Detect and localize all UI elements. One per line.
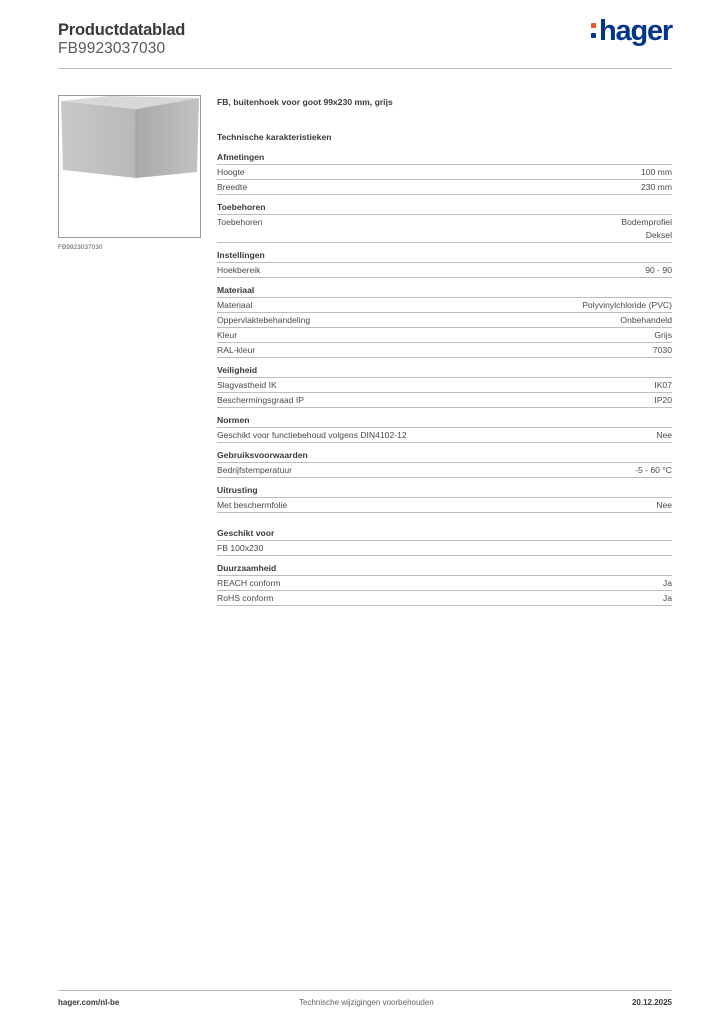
spec-row: [217, 215, 672, 243]
spec-row: [217, 498, 672, 513]
section-title: Afmetingen: [217, 151, 672, 165]
document-title: Productdatablad: [58, 21, 186, 39]
spec-value-line: Polyvinylchloride (PVC): [582, 300, 672, 310]
spec-section: [217, 364, 672, 408]
spec-value: [620, 314, 672, 327]
page-header: [58, 15, 672, 68]
spec-value: [654, 379, 672, 392]
spec-value-line: 7030: [652, 345, 672, 355]
spec-section: [217, 151, 672, 195]
spec-value: [635, 464, 672, 477]
image-caption: FB9923037030: [58, 244, 103, 251]
spec-row: [217, 298, 672, 313]
spec-label: Breedte: [217, 182, 248, 192]
page-footer: [58, 998, 672, 1010]
spec-section: [217, 284, 672, 358]
spec-value-line: IP20: [654, 395, 672, 405]
spec-value: [653, 344, 672, 357]
section-title: Duurzaamheid: [217, 562, 672, 576]
spec-value: [621, 216, 672, 242]
spec-value-line: 100 mm: [640, 167, 672, 177]
spec-label: Slagvastheid IK: [217, 380, 277, 390]
spec-label: Kleur: [217, 330, 238, 340]
spec-section: [217, 449, 672, 478]
section-title: Gebruiksvoorwaarden: [217, 449, 672, 463]
outer-corner-product-icon: [59, 96, 200, 237]
spec-value-line: Deksel: [645, 230, 672, 240]
section-title: Materiaal: [217, 284, 672, 298]
spec-value-line: IK07: [654, 380, 672, 390]
footer-date: 20.12.2025: [631, 998, 672, 1007]
section-title: Toebehoren: [217, 201, 672, 215]
spec-section: [217, 562, 672, 606]
hager-logo: [591, 17, 672, 46]
spec-value: [656, 499, 672, 512]
spec-row: [217, 463, 672, 478]
spec-value: [641, 181, 672, 194]
spec-value: [654, 329, 672, 342]
spec-label: Toebehoren: [217, 217, 263, 227]
spec-row: [217, 393, 672, 408]
spec-value-line: Grijs: [654, 330, 672, 340]
spec-value: [663, 592, 672, 605]
spec-value-line: Ja: [662, 593, 672, 603]
footer-divider: [58, 990, 672, 991]
spec-label: REACH conform: [217, 578, 281, 588]
spec-label: FB 100x230: [217, 543, 264, 553]
spec-row: [217, 428, 672, 443]
spec-section: [217, 201, 672, 243]
spec-label: Geschikt voor functiebehoud volgens DIN4102-12: [217, 430, 407, 440]
logo-dots-icon: [591, 20, 597, 40]
spec-label: RAL-kleur: [217, 345, 256, 355]
footer-disclaimer: Technische wijzigingen voorbehouden: [299, 998, 434, 1007]
spec-row: [217, 313, 672, 328]
spec-label: Oppervlaktebehandeling: [217, 315, 311, 325]
spec-value-line: -5 - 60 °C: [635, 465, 672, 475]
logo-text: hager: [599, 15, 672, 47]
spec-value: [641, 166, 672, 179]
spec-row: [217, 378, 672, 393]
spec-row: [217, 591, 672, 606]
spec-label: Beschermingsgraad IP: [217, 395, 304, 405]
spec-row: [217, 541, 672, 556]
spec-sections: [217, 151, 672, 606]
spec-value-line: Ja: [662, 578, 672, 588]
spec-value: [582, 299, 672, 312]
section-title: Veiligheid: [217, 364, 672, 378]
spec-value-line: Bodemprofiel: [621, 217, 672, 227]
spec-value-line: Onbehandeld: [620, 315, 672, 325]
header-divider: [58, 68, 672, 69]
spec-value: [663, 577, 672, 590]
spec-value-line: Nee: [656, 500, 672, 510]
spec-section: [217, 414, 672, 443]
spec-value-line: Nee: [656, 430, 672, 440]
spec-row: [217, 576, 672, 591]
spec-section: [217, 484, 672, 513]
document-code: FB9923037030: [58, 40, 166, 57]
product-specs: [217, 95, 672, 612]
spec-value: [654, 394, 672, 407]
product-description: FB, buitenhoek voor goot 99x230 mm, grijs: [217, 97, 393, 107]
spec-label: Met beschermfolie: [217, 500, 288, 510]
spec-value: [645, 264, 672, 277]
spec-label: Hoekbereik: [217, 265, 261, 275]
spec-row: [217, 180, 672, 195]
spec-label: Hoogte: [217, 167, 245, 177]
spec-row: [217, 343, 672, 358]
spec-label: RoHS conform: [217, 593, 274, 603]
spec-value-line: 90 - 90: [645, 265, 672, 275]
footer-website[interactable]: hager.com/nl-be: [58, 998, 120, 1007]
product-image: [58, 95, 201, 238]
spec-section: [217, 527, 672, 556]
section-title: Geschikt voor: [217, 527, 672, 541]
technical-heading: Technische karakteristieken: [217, 132, 332, 142]
spec-label: Materiaal: [217, 300, 253, 310]
spec-row: [217, 263, 672, 278]
spec-section: [217, 249, 672, 278]
spec-row: [217, 328, 672, 343]
section-title: Normen: [217, 414, 672, 428]
spec-value: [656, 429, 672, 442]
section-title: Instellingen: [217, 249, 672, 263]
section-title: Uitrusting: [217, 484, 672, 498]
spec-row: [217, 165, 672, 180]
spec-label: Bedrijfstemperatuur: [217, 465, 292, 475]
spec-value-line: 230 mm: [640, 182, 672, 192]
